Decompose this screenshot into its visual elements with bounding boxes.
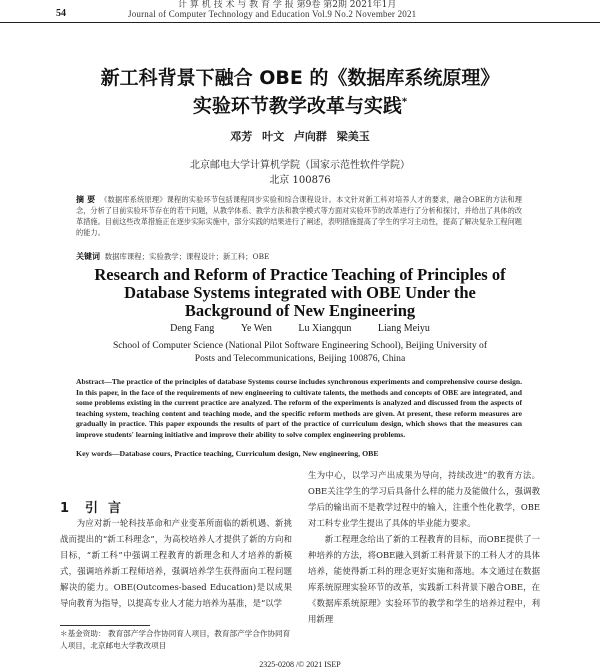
- keywords-cn-text: 数据库课程；实验教学；课程设计；新工科；OBE: [104, 252, 270, 261]
- running-header: [0, 0, 600, 23]
- affiliation-en-line1: School of Computer Science (National Pilot Software Engineering School), Beijing University of: [112, 340, 488, 351]
- keywords-en: Key words—Database cours, Practice teaching, Curriculum design, New engineering, OBE: [76, 449, 379, 458]
- title-en-line2: Database Systems integrated with OBE Under the: [124, 283, 476, 302]
- funding-footnote: ＊基金资助： 教育部产学合作协同育人项目，教育部产学合作协同育人项目，北京邮电大学教改项目: [60, 629, 291, 650]
- author-en: Liang Meiyu: [377, 323, 430, 334]
- authors-en: [0, 323, 600, 334]
- title-en-line1: Research and Reform of Practice Teaching of Principles of: [94, 265, 506, 284]
- section-number: 1: [60, 501, 70, 516]
- footnote-rule: [60, 625, 150, 626]
- journal-name-cn: 计 算 机 技 术 与 教 育 学 报 第9卷 第2期 2021年1月: [178, 0, 397, 10]
- body-paragraph: 为应对新一轮科技革命和产业变革所面临的新机遇、新挑战而提出的“新工科理念”，为高校培养人才提供了新的方向和目标，“新工科”中强调工程教育的新理念和人才培养的新模式，强调培养新工程师培养，强调培养学生获得面向工程问题解决的能力。OBE(Outcomes-based Education)是以成果导向教育为指导，以提高专业人才能力培养为基准，是“以学: [60, 518, 292, 608]
- body-left-column: [60, 515, 292, 611]
- body-paragraph: 生为中心，以学习产出成果为导向，持续改进”的教育方法。OBE关注学生的学习后具备什么样的能力及能做什么，强调教学后的输出而不是教学过程中的输入，注重个性化教学，OBE对工科专业学生提出了具体的毕业能力要求。: [308, 470, 540, 528]
- journal-name-en: Journal of Computer Technology and Education Vol.9 No.2 November 2021: [128, 9, 417, 19]
- abstract-cn-label: 摘 要: [76, 195, 96, 204]
- affiliation-cn-line2: 北京 100876: [269, 175, 331, 186]
- section-heading: [60, 497, 131, 516]
- title-cn-line1: 新工科背景下融合 OBE 的《数据库系统原理》: [100, 67, 500, 89]
- page-number: 54: [56, 8, 66, 19]
- abstract-en: Abstract—The practice of the principles of database Systems course includes synchronous experiments and comprehensive course design. In this paper, in the face of the requirements of new engineering to cultivate talents, the methods and concepts of OBE are integrated, and some problems existing in the current practice are analyzed. The reform of the experiments is analyzed and discussed from the aspects of teaching system, teaching content and teaching mode, and the specific reform methods are given. At present, these reform measures are gradually in practice. This paper expounds the results of part of the practice of curriculum design, which shows that the measures can improve students' learning initiative and improve their ability to solve complex engineering problems.: [76, 377, 522, 439]
- abstract-cn: [76, 194, 522, 238]
- section-title: 引言: [85, 501, 132, 516]
- body-paragraph: 新工程理念给出了新的工程教育的目标，而OBE提供了一种培养的方法，将OBE融入到新工科背景下的工科人才的具体培养，能使得新工科的理念更好实施和落地。本文通过在数据库系统原理实验环节的改革，实践新工科背景下融合OBE，在《数据库系统原理》实验环节的教学和学生的培养过程中，利用新理: [308, 534, 540, 624]
- author-en: Lu Xiangqun: [298, 323, 352, 334]
- author-en: Ye Wen: [240, 323, 272, 334]
- title-en-line3: Background of New Engineering: [184, 301, 416, 320]
- affiliation-en-line2: Posts and Telecommunications, Beijing 100876, China: [194, 353, 406, 364]
- affiliation-cn-line1: 北京邮电大学计算机学院（国家示范性软件学院）: [190, 160, 410, 171]
- funding-marker: *: [401, 96, 408, 108]
- author-en: Deng Fang: [170, 323, 215, 334]
- keywords-cn-label: 关键词: [76, 252, 100, 261]
- keywords-cn: [76, 251, 522, 262]
- title-cn-line2: 实验环节教学改革与实践*: [192, 95, 408, 117]
- authors-cn: 邓芳 叶文 卢向群 梁美玉: [230, 130, 370, 143]
- body-right-column: [308, 467, 540, 627]
- page-footer: 2325-0208 /© 2021 ISEP: [259, 660, 341, 669]
- abstract-cn-text: 《数据库系统原理》课程的实验环节包括课程同步实验和综合课程设计。本文针对新工科对培养人才的要求，融合OBE的方法和理念，分析了目前实验环节存在的若干问题，从教学体系、教学方法和教学模式等方面对实验环节的改革进行了分析和探讨，并给出了具体的改革措施。目前这些改革措施正在逐步实际实施中，部分实践的结果进行了阐述，表明措施提高了学生的学习主动性，提高了解决复杂工程问题的能力。: [76, 195, 522, 237]
